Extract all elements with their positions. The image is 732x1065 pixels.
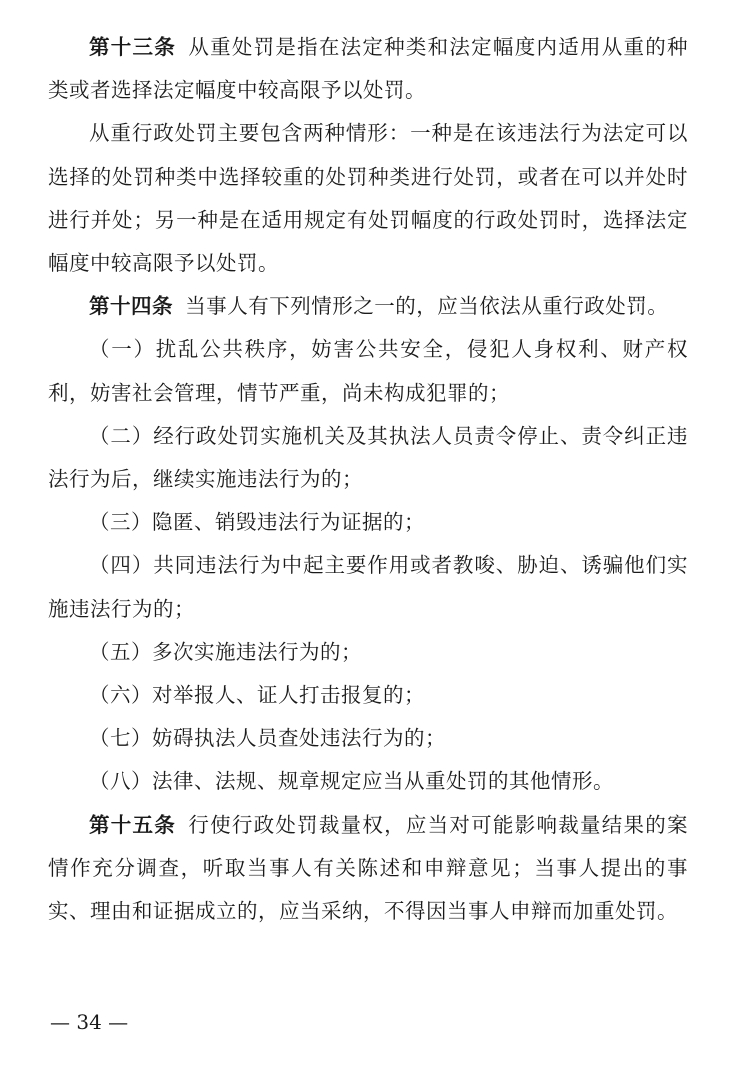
- article-15-text: 行使行政处罚裁量权，应当对可能影响裁量结果的案情作充分调查，听取当事人有关陈述和申辩意见；当事人提出的事实、理由和证据成立的，应当采纳，不得因当事人申辩而加重处罚。: [48, 812, 688, 924]
- article-14-item-7: （七）妨碍执法人员查处违法行为的；: [89, 726, 446, 751]
- article-13-paragraph: [48, 26, 688, 112]
- article-14-item-2: （二）经行政处罚实施机关及其执法人员责令停止、责令纠正违法行为后，继续实施违法行为的；: [48, 423, 688, 492]
- article-14-item-3: （三）隐匿、销毁违法行为证据的；: [89, 510, 425, 535]
- article-13-number: 第十三条: [89, 35, 177, 59]
- article-15-number: 第十五条: [89, 812, 177, 837]
- article-15-paragraph: [48, 804, 688, 934]
- article-14-item-4: （四）共同违法行为中起主要作用或者教唆、胁迫、诱骗他们实施违法行为的；: [48, 553, 688, 621]
- article-13-text: 从重处罚是指在法定种类和法定幅度内适用从重的种类或者选择法定幅度中较高限予以处罚。: [48, 35, 688, 103]
- page-number: — 34 —: [50, 1010, 129, 1034]
- article-13-paragraph-2: 从重行政处罚主要包含两种情形：一种是在该违法行为法定可以选择的处罚种类中选择较重的处罚种类进行处罚，或者在可以并处时进行并处；另一种是在适用规定有处罚幅度的行政处罚时，选择法定幅度中较高限予以处罚。: [48, 121, 688, 276]
- document-body: [48, 26, 688, 933]
- article-14-number: 第十四条: [89, 294, 173, 319]
- article-14-text: 当事人有下列情形之一的，应当依法从重行政处罚。: [185, 294, 669, 319]
- article-14-item-6: （六）对举报人、证人打击报复的；: [89, 683, 425, 708]
- article-14-item-5: （五）多次实施违法行为的；: [89, 639, 362, 664]
- article-14-item-8: （八）法律、法规、规章规定应当从重处罚的其他情形。: [89, 769, 614, 794]
- article-14-item-1: （一）扰乱公共秩序，妨害公共安全，侵犯人身权利、财产权利，妨害社会管理，情节严重，尚未构成犯罪的；: [48, 337, 688, 405]
- article-14-paragraph: [48, 285, 688, 328]
